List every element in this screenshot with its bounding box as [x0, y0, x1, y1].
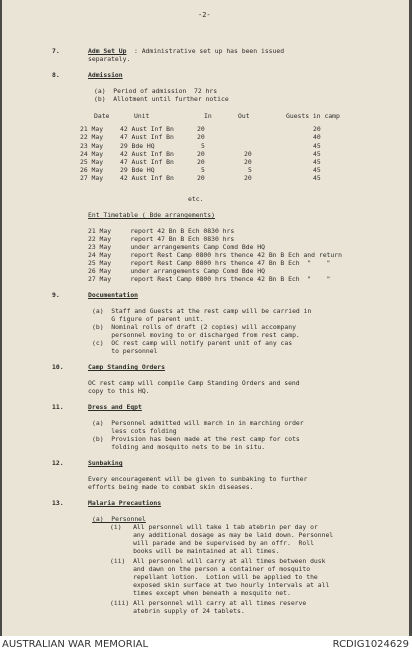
- cell-guests: 45: [313, 149, 321, 158]
- list-item: (b) Nominal rolls of draft (2 copies) will accompany: [92, 323, 296, 331]
- list-item: G figure of parent unit.: [92, 315, 204, 323]
- cell-date: 26 May: [80, 166, 104, 175]
- cell-out: 5: [248, 166, 252, 175]
- paragraph-line: Every encouragement will be given to sunbaking to further: [88, 475, 308, 483]
- list-item: personnel moving to or discharged from rest camp.: [92, 331, 300, 339]
- cell-in: 20: [197, 157, 205, 166]
- archive-footer: [0, 636, 412, 653]
- list-item: (a) Personnel admitted will march in in marching order: [92, 419, 304, 427]
- cell-out: 20: [244, 174, 252, 183]
- cell-in: 20: [197, 149, 205, 158]
- table-row: [80, 158, 380, 166]
- document-page: [2, 0, 409, 636]
- table-row: [80, 166, 380, 174]
- column-header-date: Date: [94, 112, 110, 120]
- cell-date: 27 May: [80, 174, 104, 183]
- section-7-text: : Administrative set up has been issued: [134, 47, 285, 55]
- footer-id: RCDIG1024629: [332, 639, 409, 650]
- list-item: 27 May report Rest Camp 0800 hrs thence 42 Bn B Ech " ": [88, 275, 331, 283]
- section-13-heading: Malaria Precautions: [88, 499, 162, 507]
- subsection-personnel: (a) Personnel: [92, 515, 146, 523]
- cell-unit: 47 Aust Inf Bn: [120, 157, 174, 166]
- cell-out: 20: [244, 149, 252, 158]
- list-item: 26 May under arrangements Camp Comd Bde HQ: [88, 267, 265, 275]
- cell-in: 20: [197, 133, 205, 142]
- cell-in: 20: [197, 125, 205, 134]
- column-header-in: In: [204, 112, 212, 120]
- paragraph-line: copy to this HQ.: [88, 387, 150, 395]
- section-11-heading: Dress and Eqpt: [88, 403, 142, 411]
- cell-guests: 20: [313, 125, 321, 134]
- timetable-heading: Ent Timetable ( Bde arrangements): [88, 211, 215, 219]
- cell-in: 20: [197, 174, 205, 183]
- list-item: will parade and be supervised by an offr. Roll: [110, 539, 314, 547]
- list-item: (ii) All personnel will carry at all times between dusk: [110, 557, 326, 565]
- cell-guests: 45: [313, 157, 321, 166]
- list-item: and dawn on the person a container of mosquito: [110, 565, 311, 573]
- cell-unit: 42 Aust Inf Bn: [120, 174, 174, 183]
- column-header-unit: Unit: [134, 112, 150, 120]
- column-header-guests: Guests in camp: [286, 112, 340, 120]
- list-item: (a) Staff and Guests at the rest camp will be carried in: [92, 307, 312, 315]
- section-9-heading: Documentation: [88, 291, 139, 299]
- list-item: (b) Provision has been made at the rest camp for cots: [92, 435, 300, 443]
- footer-source: AUSTRALIAN WAR MEMORIAL: [2, 639, 149, 650]
- section-12-heading: Sunbaking: [88, 459, 123, 467]
- cell-date: 23 May: [80, 141, 104, 150]
- cell-date: 25 May: [80, 157, 104, 166]
- cell-date: 21 May: [80, 125, 104, 134]
- list-item: (i) All personnel will take 1 tab atebrin per day or: [110, 523, 318, 531]
- list-item: to personnel: [92, 347, 158, 355]
- section-9-number: 9.: [52, 291, 60, 299]
- cell-date: 24 May: [80, 149, 104, 158]
- section-10-number: 10.: [52, 363, 64, 371]
- section-8-heading: Admission: [88, 71, 123, 79]
- cell-unit: 29 Bde HQ: [120, 166, 155, 175]
- section-10-heading: Camp Standing Orders: [88, 363, 165, 371]
- section-7-heading: Adm Set Up: [88, 47, 127, 55]
- cell-guests: 45: [313, 141, 321, 150]
- table-row: [80, 125, 380, 133]
- section-7-number: 7.: [52, 47, 60, 55]
- table-header-row: [80, 112, 380, 120]
- cell-guests: 45: [313, 174, 321, 183]
- paragraph-line: OC rest camp will compile Camp Standing Orders and send: [88, 379, 300, 387]
- list-item: less cots folding: [92, 427, 177, 435]
- cell-date: 22 May: [80, 133, 104, 142]
- admission-table: [80, 112, 380, 183]
- section-13-number: 13.: [52, 499, 64, 507]
- list-item: (iii) All personnel will carry at all times reserve: [110, 599, 307, 607]
- list-item: 22 May report 47 Bn B Ech 0830 hrs: [88, 235, 235, 243]
- page-number: -2-: [198, 11, 211, 19]
- list-item: 23 May under arrangements Camp Comd Bde HQ: [88, 243, 265, 251]
- section-11-number: 11.: [52, 403, 64, 411]
- cell-guests: 45: [313, 166, 321, 175]
- cell-in: 5: [201, 141, 205, 150]
- cell-guests: 40: [313, 133, 321, 142]
- list-item: times except when beneath a mosquito net.: [110, 589, 291, 597]
- list-item: repellant lotion. Lotion will be applied to the: [110, 573, 318, 581]
- list-item: exposed skin surface at two hourly intervals at all: [110, 581, 330, 589]
- table-row: [80, 174, 380, 182]
- admission-allotment: (b) Allotment until further notice: [94, 95, 229, 103]
- table-row: [80, 133, 380, 141]
- cell-unit: 42 Aust Inf Bn: [120, 125, 174, 134]
- table-row: [80, 142, 380, 150]
- list-item: 25 May report Rest Camp 0800 hrs thence 47 Bn B Ech " ": [88, 259, 331, 267]
- list-item: 24 May report Rest Camp 0800 hrs thence 42 Bn B Ech and return: [88, 251, 342, 259]
- list-item: 21 May report 42 Bn B Ech 0830 hrs: [88, 227, 235, 235]
- section-12-number: 12.: [52, 459, 64, 467]
- cell-unit: 29 Bde HQ: [120, 141, 155, 150]
- column-header-out: Out: [238, 112, 250, 120]
- section-7-text-2: separately.: [88, 55, 131, 63]
- cell-unit: 47 Aust Inf Bn: [120, 133, 174, 142]
- cell-out: 20: [244, 157, 252, 166]
- etc-text: etc.: [188, 195, 204, 203]
- list-item: folding and mosquito nets to be in situ.: [92, 443, 266, 451]
- cell-in: 5: [201, 166, 205, 175]
- admission-period: (a) Period of admission 72 hrs: [94, 87, 218, 95]
- cell-unit: 42 Aust Inf Bn: [120, 149, 174, 158]
- table-row: [80, 150, 380, 158]
- section-8-number: 8.: [52, 71, 60, 79]
- list-item: books will be maintained at all times.: [110, 547, 280, 555]
- list-item: atebrin supply of 24 tablets.: [110, 607, 245, 615]
- paragraph-line: efforts being made to combat skin diseases.: [88, 483, 254, 491]
- list-item: (c) OC rest camp will notify parent unit of any cas: [92, 339, 293, 347]
- list-item: any additional dosage as may be laid down. Personnel: [110, 531, 334, 539]
